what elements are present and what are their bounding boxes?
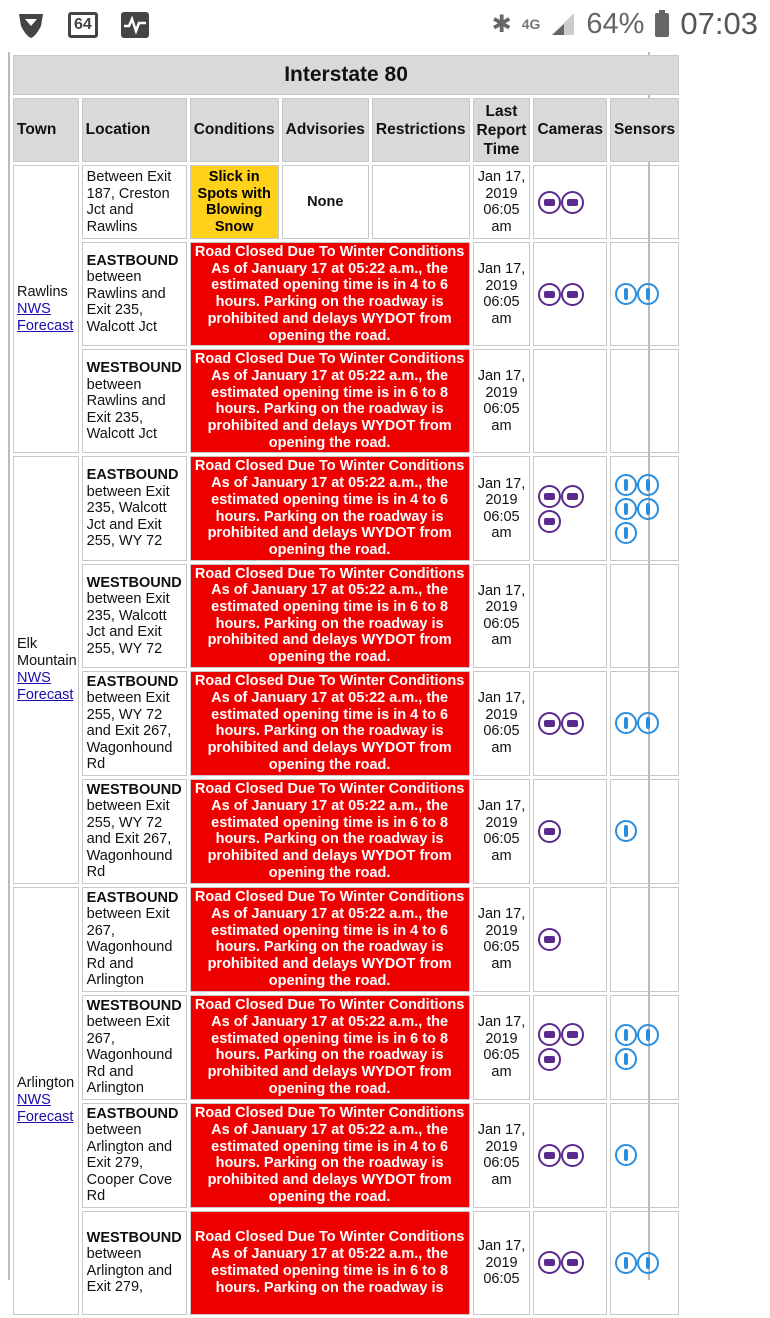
sensor-cell — [610, 1103, 679, 1208]
camera-cell — [533, 349, 607, 453]
location-cell — [82, 671, 187, 776]
sensor-cell — [610, 242, 679, 346]
direction-label: EASTBOUND — [86, 673, 179, 690]
camera-icon[interactable] — [538, 820, 561, 843]
town-name: Elk Mountain — [17, 636, 77, 670]
table-title: Interstate 80 — [13, 55, 679, 95]
location-cell — [82, 242, 187, 346]
town-name: Rawlins — [17, 283, 68, 300]
thermometer-icon[interactable] — [615, 712, 637, 734]
table-row — [13, 995, 679, 1100]
report-time: Jan 17, 2019 06:05 am — [473, 456, 531, 560]
network-type: 4G — [521, 16, 541, 32]
nws-link[interactable]: NWS — [17, 300, 51, 317]
road-conditions-table — [10, 52, 682, 1318]
header-row — [13, 98, 679, 162]
location-cell — [82, 995, 187, 1100]
camera-icon[interactable] — [561, 283, 584, 306]
thermometer-icon[interactable] — [615, 1252, 637, 1274]
thermometer-icon[interactable] — [637, 474, 659, 496]
sensor-cell — [610, 887, 679, 992]
thermometer-icon[interactable] — [615, 1144, 637, 1166]
sensor-cell — [610, 349, 679, 453]
report-time: Jan 17, 2019 06:05 am — [473, 349, 531, 453]
report-time: Jan 17, 2019 06:05 am — [473, 564, 531, 668]
location-text: between Exit 255, WY 72 and Exit 267, Wagonhound Rd — [86, 798, 173, 881]
location-text: between Exit 235, Walcott Jct and Exit 255, WY 72 — [86, 483, 170, 550]
camera-cell — [533, 1103, 607, 1208]
table-row — [13, 165, 679, 239]
direction-label: WESTBOUND — [86, 360, 182, 377]
sensor-cell — [610, 995, 679, 1100]
table-row — [13, 779, 679, 884]
thermometer-icon[interactable] — [637, 1024, 659, 1046]
thermometer-icon[interactable] — [615, 474, 637, 496]
camera-cell — [533, 165, 607, 239]
camera-icon[interactable] — [538, 1144, 561, 1167]
table-row — [13, 456, 679, 560]
thermometer-icon[interactable] — [615, 820, 637, 842]
camera-icon[interactable] — [538, 1048, 561, 1071]
direction-label: EASTBOUND — [86, 889, 179, 906]
camera-cell — [533, 995, 607, 1100]
direction-label: EASTBOUND — [86, 467, 179, 484]
camera-icon[interactable] — [561, 712, 584, 735]
forecast-link[interactable]: Forecast — [17, 687, 74, 704]
location-cell — [82, 349, 187, 453]
town-cell-arlington — [13, 887, 79, 1315]
shield-app-icon — [16, 10, 46, 40]
report-time: Jan 17, 2019 06:05 am — [473, 995, 531, 1100]
direction-label: WESTBOUND — [86, 1229, 182, 1246]
condition-slick: Slick in Spots with Blowing Snow — [190, 165, 279, 239]
condition-closed: Road Closed Due To Winter Conditions As of January 17 at 05:22 a.m., the estimated opening time is in 6 to 8 hours. Parking on the roadway is — [190, 1211, 470, 1315]
signal-icon — [550, 11, 576, 37]
location-cell — [82, 564, 187, 668]
thermometer-icon[interactable] — [615, 498, 637, 520]
advisory-cell: None — [282, 165, 369, 239]
clock: 07:03 — [680, 6, 758, 41]
header-location: Location — [82, 98, 187, 162]
table-row — [13, 887, 679, 992]
location-text: between Exit 255, WY 72 and Exit 267, Wagonhound Rd — [86, 690, 173, 773]
direction-label: WESTBOUND — [86, 781, 182, 798]
sensor-cell — [610, 456, 679, 560]
battery-icon — [654, 10, 670, 38]
camera-icon[interactable] — [538, 1023, 561, 1046]
header-advisories: Advisories — [282, 98, 369, 162]
report-time: Jan 17, 2019 06:05 am — [473, 1103, 531, 1208]
camera-icon[interactable] — [561, 191, 584, 214]
report-time: Jan 17, 2019 06:05 am — [473, 779, 531, 884]
report-time: Jan 17, 2019 06:05 am — [473, 165, 531, 239]
nws-link[interactable]: NWS — [17, 1092, 51, 1109]
battery-percent: 64% — [586, 7, 645, 40]
restriction-cell — [372, 165, 470, 239]
location-text: between Arlington and Exit 279, — [86, 1246, 173, 1296]
condition-closed: Road Closed Due To Winter Conditions As of January 17 at 05:22 a.m., the estimated opening time is in 4 to 6 hours. Parking on the roadway is prohibited and delays WYDOT from opening the road. — [190, 242, 470, 346]
camera-icon[interactable] — [561, 1023, 584, 1046]
thermometer-icon[interactable] — [615, 522, 637, 544]
camera-cell — [533, 564, 607, 668]
condition-closed: Road Closed Due To Winter Conditions As of January 17 at 05:22 a.m., the estimated opening time is in 4 to 6 hours. Parking on the roadway is prohibited and delays WYDOT from opening the road. — [190, 456, 470, 560]
header-sensors: Sensors — [610, 98, 679, 162]
location-cell — [82, 887, 187, 992]
direction-label: EASTBOUND — [86, 1105, 179, 1122]
location-text: between Rawlins and Exit 235, Walcott Jct — [86, 269, 166, 335]
thermometer-icon[interactable] — [615, 1024, 637, 1046]
thermometer-icon[interactable] — [615, 1048, 637, 1070]
condition-closed: Road Closed Due To Winter Conditions As of January 17 at 05:22 a.m., the estimated opening time is in 6 to 8 hours. Parking on the roadway is prohibited and delays WYDOT from opening the road. — [190, 564, 470, 668]
location-cell — [82, 779, 187, 884]
sensor-cell — [610, 564, 679, 668]
table-row — [13, 242, 679, 346]
thermometer-icon[interactable] — [637, 283, 659, 305]
condition-closed: Road Closed Due To Winter Conditions As of January 17 at 05:22 a.m., the estimated opening time is in 6 to 8 hours. Parking on the roadway is prohibited and delays WYDOT from opening the road. — [190, 779, 470, 884]
condition-closed: Road Closed Due To Winter Conditions As of January 17 at 05:22 a.m., the estimated opening time is in 4 to 6 hours. Parking on the roadway is prohibited and delays WYDOT from opening the road. — [190, 1103, 470, 1208]
location-text: between Exit 235, Walcott Jct and Exit 255, WY 72 — [86, 591, 170, 657]
report-time: Jan 17, 2019 06:05 — [473, 1211, 531, 1315]
report-time: Jan 17, 2019 06:05 am — [473, 671, 531, 776]
condition-closed: Road Closed Due To Winter Conditions As of January 17 at 05:22 a.m., the estimated opening time is in 6 to 8 hours. Parking on the roadway is prohibited and delays WYDOT from opening the road. — [190, 995, 470, 1100]
condition-closed: Road Closed Due To Winter Conditions As of January 17 at 05:22 a.m., the estimated opening time is in 4 to 6 hours. Parking on the roadway is prohibited and delays WYDOT from opening the road. — [190, 887, 470, 992]
location-cell: Between Exit 187, Creston Jct and Rawlins — [82, 165, 187, 239]
report-time: Jan 17, 2019 06:05 am — [473, 887, 531, 992]
sensor-cell — [610, 1211, 679, 1315]
camera-cell — [533, 671, 607, 776]
status-bar — [0, 0, 770, 52]
location-cell — [82, 1103, 187, 1208]
thermometer-icon[interactable] — [637, 712, 659, 734]
header-conditions: Conditions — [190, 98, 279, 162]
location-text: between Exit 267, Wagonhound Rd and Arlington — [86, 906, 173, 989]
header-cameras: Cameras — [533, 98, 607, 162]
header-restrictions: Restrictions — [372, 98, 470, 162]
road-conditions-panel — [8, 52, 676, 1296]
town-name: Arlington — [17, 1075, 75, 1092]
direction-label: WESTBOUND — [86, 997, 182, 1014]
town-cell-rawlins — [13, 165, 79, 453]
camera-cell — [533, 456, 607, 560]
forecast-link[interactable]: Forecast — [17, 1109, 74, 1126]
camera-icon[interactable] — [538, 510, 561, 533]
camera-icon[interactable] — [538, 283, 561, 306]
sensor-cell — [610, 779, 679, 884]
location-cell — [82, 456, 187, 560]
header-town: Town — [13, 98, 79, 162]
camera-icon[interactable] — [538, 485, 561, 508]
camera-icon[interactable] — [561, 1144, 584, 1167]
location-cell — [82, 1211, 187, 1315]
table-row — [13, 1211, 679, 1315]
location-text: between Arlington and Exit 279, Cooper Cove Rd — [86, 1122, 173, 1205]
forecast-link[interactable]: Forecast — [17, 317, 74, 334]
camera-cell — [533, 242, 607, 346]
location-text: between Exit 267, Wagonhound Rd and Arlington — [86, 1014, 173, 1097]
thermometer-icon[interactable] — [637, 1252, 659, 1274]
camera-icon[interactable] — [561, 485, 584, 508]
camera-icon[interactable] — [538, 1251, 561, 1274]
direction-label: EASTBOUND — [86, 252, 179, 269]
pulse-icon — [120, 11, 150, 39]
camera-icon[interactable] — [538, 712, 561, 735]
table-row — [13, 671, 679, 776]
camera-icon[interactable] — [538, 928, 561, 951]
camera-cell — [533, 1211, 607, 1315]
table-row — [13, 1103, 679, 1208]
direction-label: WESTBOUND — [86, 574, 182, 591]
table-row — [13, 349, 679, 453]
report-time: Jan 17, 2019 06:05 am — [473, 242, 531, 346]
thermometer-icon[interactable] — [637, 498, 659, 520]
condition-closed: Road Closed Due To Winter Conditions As of January 17 at 05:22 a.m., the estimated opening time is in 6 to 8 hours. Parking on the roadway is prohibited and delays WYDOT from opening the road. — [190, 349, 470, 453]
nws-link[interactable]: NWS — [17, 670, 51, 687]
location-text: between Rawlins and Exit 235, Walcott Jct — [86, 376, 166, 443]
battery-saver-icon: 64 — [68, 12, 98, 38]
bluetooth-icon: ✱ — [491, 10, 512, 38]
town-cell-elk-mountain — [13, 456, 79, 883]
camera-cell — [533, 779, 607, 884]
camera-cell — [533, 887, 607, 992]
sensor-cell — [610, 671, 679, 776]
camera-icon[interactable] — [561, 1251, 584, 1274]
sensor-cell — [610, 165, 679, 239]
header-last-report-time: Last Report Time — [473, 98, 531, 162]
camera-icon[interactable] — [538, 191, 561, 214]
table-row — [13, 564, 679, 668]
thermometer-icon[interactable] — [615, 283, 637, 305]
condition-closed: Road Closed Due To Winter Conditions As of January 17 at 05:22 a.m., the estimated opening time is in 4 to 6 hours. Parking on the roadway is prohibited and delays WYDOT from opening the road. — [190, 671, 470, 776]
